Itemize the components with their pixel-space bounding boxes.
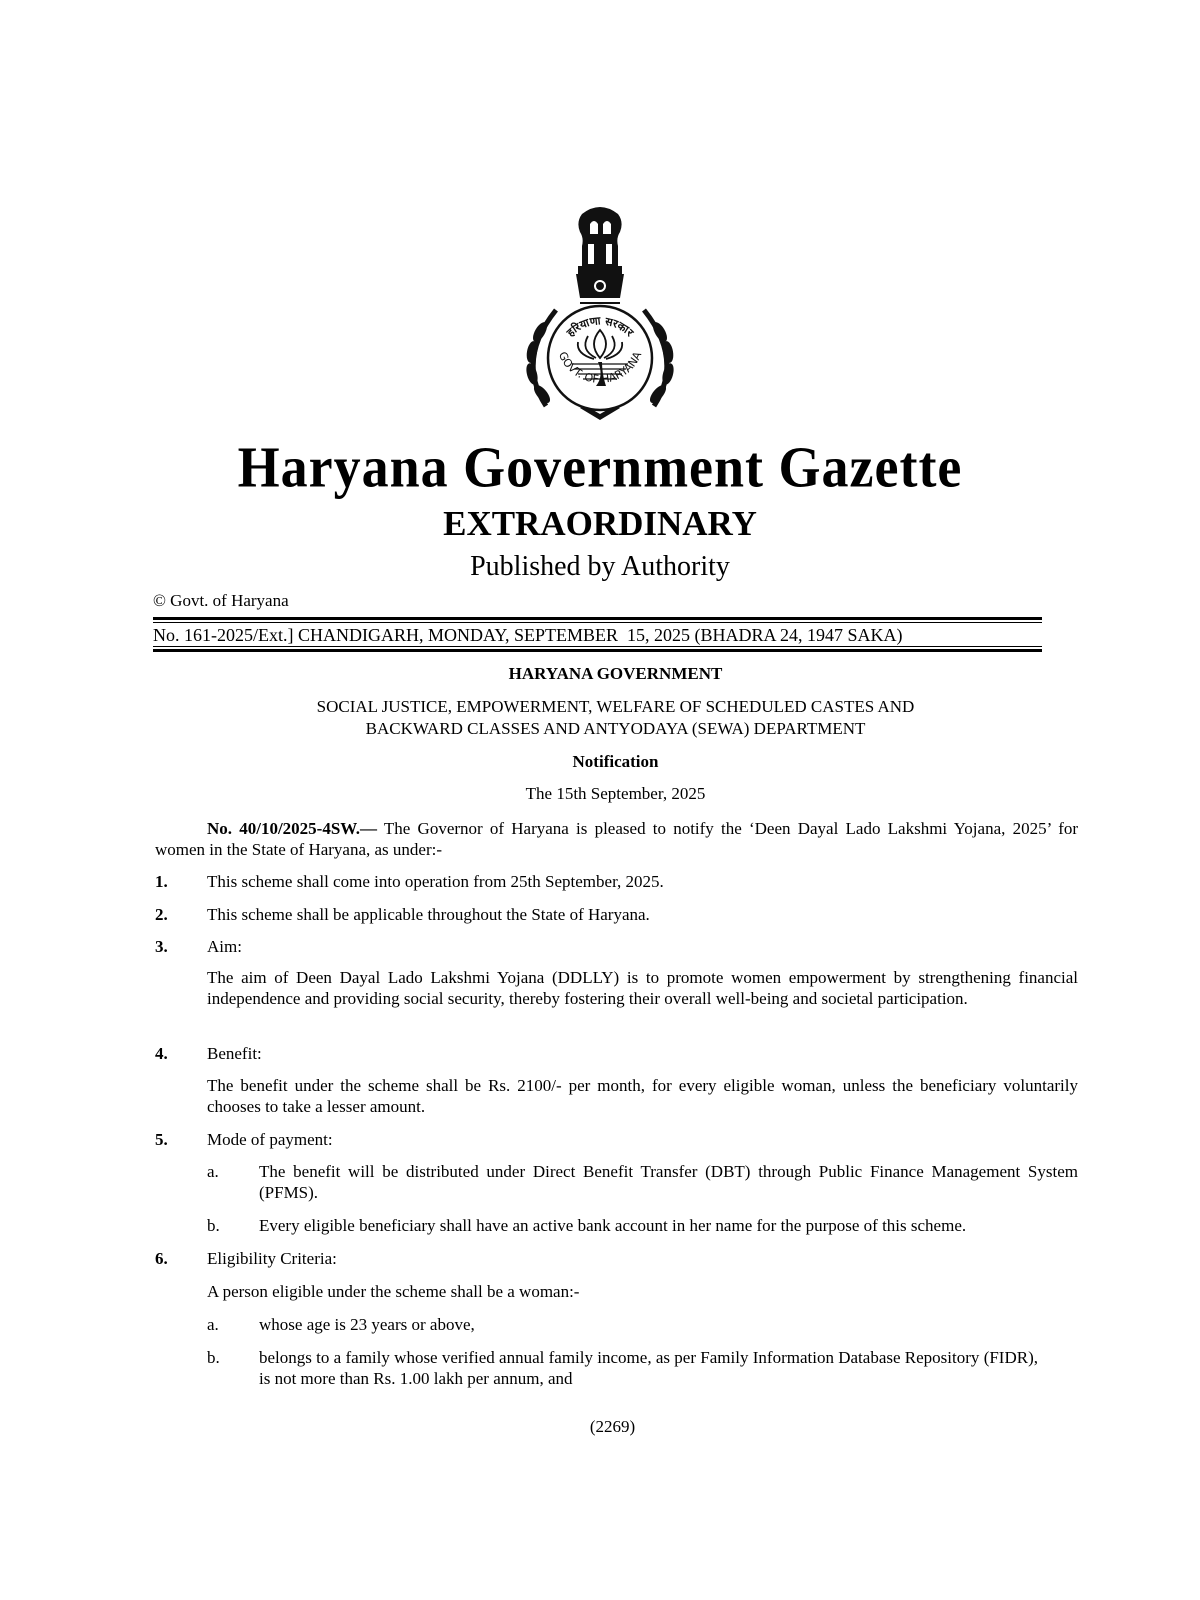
- clause-5-heading: Mode of payment:: [207, 1130, 333, 1149]
- clause-1-text: This scheme shall come into operation from 25th September, 2025.: [207, 872, 664, 891]
- clause-5b-label: b.: [207, 1216, 220, 1235]
- department-line-2: BACKWARD CLASSES AND ANTYODAYA (SEWA) DEPARTMENT: [365, 719, 866, 738]
- extraordinary-label: EXTRAORDINARY: [443, 504, 757, 543]
- clause-2-text: This scheme shall be applicable throughout the State of Haryana.: [207, 905, 650, 924]
- header-rule-bottom: [153, 649, 1042, 652]
- clause-6a-text: whose age is 23 years or above,: [259, 1315, 475, 1334]
- clause-6a-label: a.: [207, 1315, 219, 1334]
- preamble-paragraph: [155, 818, 1078, 860]
- preamble-text: The Governor of Haryana is pleased to notify the ‘Deen Dayal Lado Lakshmi Yojana, 2025’ for women in the State of Haryana, as under:-: [155, 819, 1079, 859]
- gazette-masthead: Haryana Government Gazette: [237, 434, 963, 500]
- seal-bottom-text: GOVT. OF HARYANA: [555, 349, 645, 387]
- issue-line: No. 161-2025/Ext.] CHANDIGARH, MONDAY, SEPTEMBER 15, 2025 (BHADRA 24, 1947 SAKA): [153, 625, 903, 645]
- clause-1-number: 1.: [155, 872, 168, 891]
- clause-5a-label: a.: [207, 1162, 219, 1181]
- government-heading: HARYANA GOVERNMENT: [508, 664, 723, 683]
- clause-3-body: The aim of Deen Dayal Lado Lakshmi Yojana (DDLLY) is to promote women empowerment by strengthening financial independence and providing social security, thereby fostering their overall well-being and societal participation.: [207, 968, 1078, 1008]
- clause-3-heading: Aim:: [207, 937, 242, 956]
- clause-4-heading: Benefit:: [207, 1044, 262, 1063]
- clause-2-number: 2.: [155, 905, 168, 924]
- clause-4-body: The benefit under the scheme shall be Rs. 2100/- per month, for every eligible woman, unless the beneficiary voluntarily chooses to take a lesser amount.: [207, 1076, 1078, 1116]
- published-by-authority: Published by Authority: [470, 551, 730, 582]
- clause-5-number: 5.: [155, 1130, 168, 1149]
- clause-4-number: 4.: [155, 1044, 168, 1063]
- clause-6b-label: b.: [207, 1348, 220, 1367]
- notification-date: The 15th September, 2025: [525, 784, 706, 803]
- clause-5a-text: The benefit will be distributed under Direct Benefit Transfer (DBT) through Public Finance Management System (PFMS).: [259, 1162, 1078, 1202]
- header-rule-top-thin: [153, 622, 1042, 623]
- department-line-1: SOCIAL JUSTICE, EMPOWERMENT, WELFARE OF SCHEDULED CASTES AND: [316, 697, 915, 716]
- clause-6-number: 6.: [155, 1249, 168, 1268]
- clause-6-body: A person eligible under the scheme shall be a woman:-: [207, 1282, 580, 1301]
- seal-top-text: हरियाणा सरकार: [564, 314, 637, 340]
- clause-5b-text: Every eligible beneficiary shall have an active bank account in her name for the purpose of this scheme.: [259, 1216, 967, 1235]
- page-number: (2269): [589, 1417, 636, 1436]
- copyright-notice: © Govt. of Haryana: [153, 591, 289, 610]
- clause-6-heading: Eligibility Criteria:: [207, 1249, 337, 1268]
- haryana-emblem-seal: [510, 202, 690, 424]
- header-rule-bottom-thin: [153, 646, 1042, 647]
- clause-6b-text: belongs to a family whose verified annual family income, as per Family Information Database Repository (FIDR), is not more than Rs. 1.00 lakh per annum, and: [259, 1348, 1038, 1388]
- notification-number: No. 40/10/2025-4SW.—: [207, 819, 377, 838]
- notification-heading: Notification: [572, 752, 659, 771]
- clause-3-number: 3.: [155, 937, 168, 956]
- header-rule-top: [153, 617, 1042, 620]
